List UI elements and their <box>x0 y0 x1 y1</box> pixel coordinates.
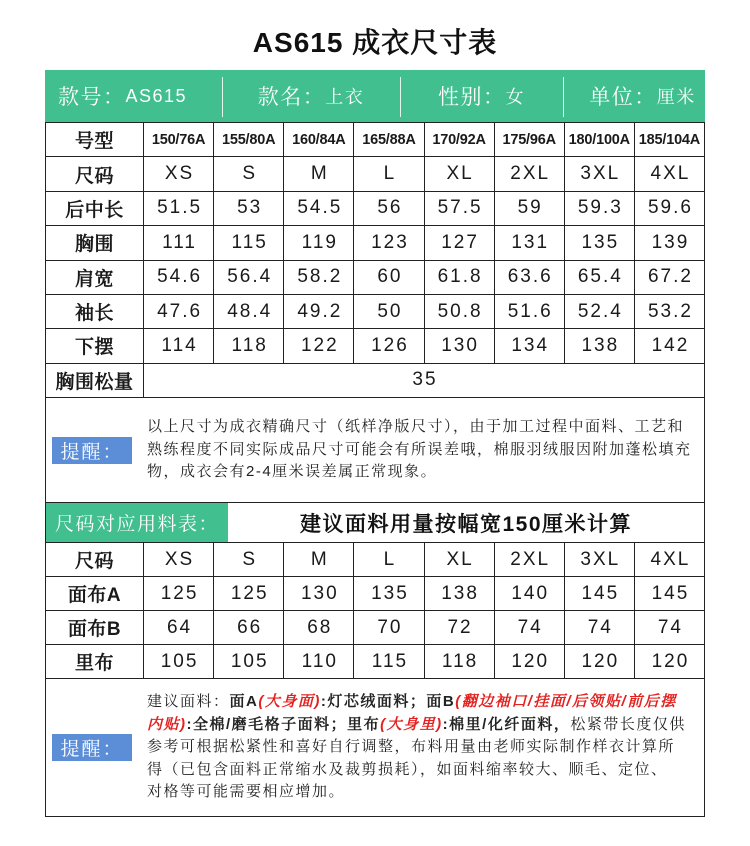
row-label: 肩宽 <box>46 261 143 294</box>
info-value: AS615 <box>125 85 188 106</box>
size-value-cell: 51.5 <box>144 192 213 225</box>
size-value-cell: 134 <box>495 329 564 362</box>
size-value-cell: L <box>354 157 423 190</box>
note-text-segment: 得（已包含面料正常缩水及裁剪损耗），如面料缩率较大、顺毛、定位、 <box>147 760 668 778</box>
size-value-cell: 138 <box>565 329 634 362</box>
size-value-cell: 118 <box>214 329 283 362</box>
size-value-cell: 115 <box>214 226 283 259</box>
size-value-cell: 111 <box>144 226 213 259</box>
size-value-cell: 4XL <box>635 157 704 190</box>
spec-cell: 180/100A <box>565 123 634 156</box>
note-text-segment: :棉里/化纤面料， <box>442 715 571 733</box>
size-value-cell: 139 <box>635 226 704 259</box>
size-value-cell: 3XL <box>565 157 634 190</box>
row-label: 后中长 <box>46 192 143 225</box>
info-label: 款号： <box>57 86 126 109</box>
spec-cell: 150/76A <box>144 123 213 156</box>
size-value-cell: 60 <box>354 261 423 294</box>
fabric-value-cell: 3XL <box>565 543 634 576</box>
note-line <box>147 781 686 804</box>
note-text-segment: 以上尺寸为成衣精确尺寸（纸样净版尺寸），由于加工过程中面料、工艺和 <box>147 418 685 436</box>
size-value-cell: M <box>284 157 353 190</box>
fabric-value-cell: 105 <box>144 645 213 678</box>
note-text-segment: 对格等可能需要相应增加。 <box>147 783 346 801</box>
fabric-value-cell: 130 <box>284 577 353 610</box>
size-value-cell: 114 <box>144 329 213 362</box>
size-value-cell: 54.5 <box>284 192 353 225</box>
fabric-value-cell: 120 <box>495 645 564 678</box>
size-value-cell: 61.8 <box>425 261 494 294</box>
fabric-value-cell: 138 <box>425 577 494 610</box>
size-value-cell: 50 <box>354 295 423 328</box>
row-label: 下摆 <box>46 329 143 362</box>
size-value-cell: 123 <box>354 226 423 259</box>
size-value-cell: 53.2 <box>635 295 704 328</box>
size-value-cell: 50.8 <box>425 295 494 328</box>
info-unit <box>563 70 705 122</box>
size-value-cell: 67.2 <box>635 261 704 294</box>
note-text-segment: (翻边袖口/挂面/后领贴/前后摆 <box>455 693 677 711</box>
size-value-cell: 54.6 <box>144 261 213 294</box>
reminder-text <box>147 691 686 804</box>
info-value: 女 <box>505 87 525 107</box>
spec-cell: 160/84A <box>284 123 353 156</box>
info-label: 款名： <box>257 86 326 109</box>
info-value: 上衣 <box>325 87 365 107</box>
size-value-cell: 49.2 <box>284 295 353 328</box>
size-table <box>45 122 705 398</box>
size-value-cell: 53 <box>214 192 283 225</box>
size-value-cell: XS <box>144 157 213 190</box>
fabric-value-cell: 115 <box>354 645 423 678</box>
note-text-segment: :灯芯绒面料；面B <box>320 693 456 711</box>
fabric-value-cell: 68 <box>284 611 353 644</box>
row-label: 尺码 <box>46 543 143 576</box>
fabric-value-cell: 140 <box>495 577 564 610</box>
size-value-cell: 59.6 <box>635 192 704 225</box>
fabric-value-cell: 118 <box>425 645 494 678</box>
note-text-segment: 松紧带长度仅供 <box>570 715 686 733</box>
fabric-value-cell: M <box>284 543 353 576</box>
size-value-cell: 47.6 <box>144 295 213 328</box>
row-label: 胸围 <box>46 226 143 259</box>
size-value-cell: 56.4 <box>214 261 283 294</box>
page-title: AS615 成衣尺寸表 <box>252 27 498 58</box>
size-value-cell: 2XL <box>495 157 564 190</box>
fabric-value-cell: 70 <box>354 611 423 644</box>
spec-cell: 170/92A <box>425 123 494 156</box>
size-value-cell: S <box>214 157 283 190</box>
fabric-value-cell: 110 <box>284 645 353 678</box>
size-value-cell: 119 <box>284 226 353 259</box>
spec-cell: 155/80A <box>214 123 283 156</box>
size-chart-sheet <box>45 70 705 817</box>
size-value-cell: 135 <box>565 226 634 259</box>
size-value-cell: 48.4 <box>214 295 283 328</box>
row-label: 尺码 <box>46 157 143 190</box>
info-label: 单位： <box>589 86 657 109</box>
fabric-value-cell: 125 <box>214 577 283 610</box>
fabric-value-cell: 145 <box>565 577 634 610</box>
size-value-cell: 122 <box>284 329 353 362</box>
fabric-value-cell: 4XL <box>635 543 704 576</box>
fabric-value-cell: 125 <box>144 577 213 610</box>
fabric-value-cell: 120 <box>565 645 634 678</box>
size-value-cell: 58.2 <box>284 261 353 294</box>
row-label: 号型 <box>46 123 143 156</box>
fabric-value-cell: L <box>354 543 423 576</box>
fabric-value-cell: 74 <box>565 611 634 644</box>
size-value-cell: 127 <box>425 226 494 259</box>
fabric-table <box>45 542 705 679</box>
fabric-value-cell: 135 <box>354 577 423 610</box>
fabric-section-label: 尺码对应用料表： <box>46 503 228 542</box>
info-gender <box>400 70 563 122</box>
size-value-cell: 59.3 <box>565 192 634 225</box>
note-text-segment: 物，成衣会有2-4厘米误差属正常现象。 <box>147 463 438 481</box>
size-value-cell: 59 <box>495 192 564 225</box>
note-line <box>147 736 686 759</box>
fabric-value-cell: 64 <box>144 611 213 644</box>
reminder-badge: 提醒： <box>52 734 132 761</box>
note-text-segment: (大身里) <box>380 715 443 733</box>
size-value-cell: 130 <box>425 329 494 362</box>
size-value-cell: XL <box>425 157 494 190</box>
info-style-number <box>45 70 222 122</box>
fabric-value-cell: 72 <box>425 611 494 644</box>
size-value-cell: 126 <box>354 329 423 362</box>
size-value-cell: 51.6 <box>495 295 564 328</box>
spec-cell: 185/104A <box>635 123 704 156</box>
fabric-value-cell: 66 <box>214 611 283 644</box>
fabric-width-note: 建议面料用量按幅宽150厘米计算 <box>299 512 633 536</box>
info-style-name <box>222 70 400 122</box>
note-text-segment: (大身面) <box>258 693 321 711</box>
note-text-segment: 内贴) <box>147 715 187 733</box>
fabric-value-cell: 105 <box>214 645 283 678</box>
note-text-segment: 参考可根据松紧性和喜好自行调整，布料用量由老师实际制作样衣计算所 <box>147 738 676 756</box>
spec-cell: 165/88A <box>354 123 423 156</box>
size-value-cell: 131 <box>495 226 564 259</box>
fabric-value-cell: XL <box>425 543 494 576</box>
fabric-value-cell: S <box>214 543 283 576</box>
info-label: 性别： <box>438 86 506 109</box>
note-line <box>147 691 686 714</box>
fabric-value-cell: 145 <box>635 577 704 610</box>
note-text-segment: 面A <box>229 693 259 711</box>
size-value-cell: 52.4 <box>565 295 634 328</box>
reminder-badge: 提醒： <box>52 437 132 464</box>
ease-value-cell: 35 <box>144 364 704 397</box>
note-line <box>147 416 692 439</box>
note-line <box>147 759 686 782</box>
row-label: 袖长 <box>46 295 143 328</box>
note-text-segment: 熟练程度不同实际成品尺寸可能会有所误差哦，棉服羽绒服因附加蓬松填充 <box>147 440 692 458</box>
fabric-value-cell: 74 <box>635 611 704 644</box>
size-value-cell: 142 <box>635 329 704 362</box>
size-value-cell: 63.6 <box>495 261 564 294</box>
row-label: 胸围松量 <box>46 364 143 397</box>
note-line <box>147 714 686 737</box>
size-value-cell: 65.4 <box>565 261 634 294</box>
fabric-value-cell: XS <box>144 543 213 576</box>
size-value-cell: 56 <box>354 192 423 225</box>
note-line <box>147 461 692 484</box>
fabric-value-cell: 120 <box>635 645 704 678</box>
spec-cell: 175/96A <box>495 123 564 156</box>
reminder-text <box>147 416 692 484</box>
info-value: 厘米 <box>656 87 696 107</box>
fabric-header <box>45 503 705 542</box>
fabric-value-cell: 74 <box>495 611 564 644</box>
row-label: 面布B <box>46 611 143 644</box>
note-text-segment: :全棉/磨毛格子面料；里布 <box>186 715 381 733</box>
note-line <box>147 439 692 462</box>
reminder-note <box>45 398 705 503</box>
fabric-reminder-note <box>45 679 705 817</box>
row-label: 面布A <box>46 577 143 610</box>
info-bar <box>45 70 705 122</box>
fabric-value-cell: 2XL <box>495 543 564 576</box>
note-text-segment: 建议面料： <box>147 693 230 711</box>
row-label: 里布 <box>46 645 143 678</box>
size-value-cell: 57.5 <box>425 192 494 225</box>
